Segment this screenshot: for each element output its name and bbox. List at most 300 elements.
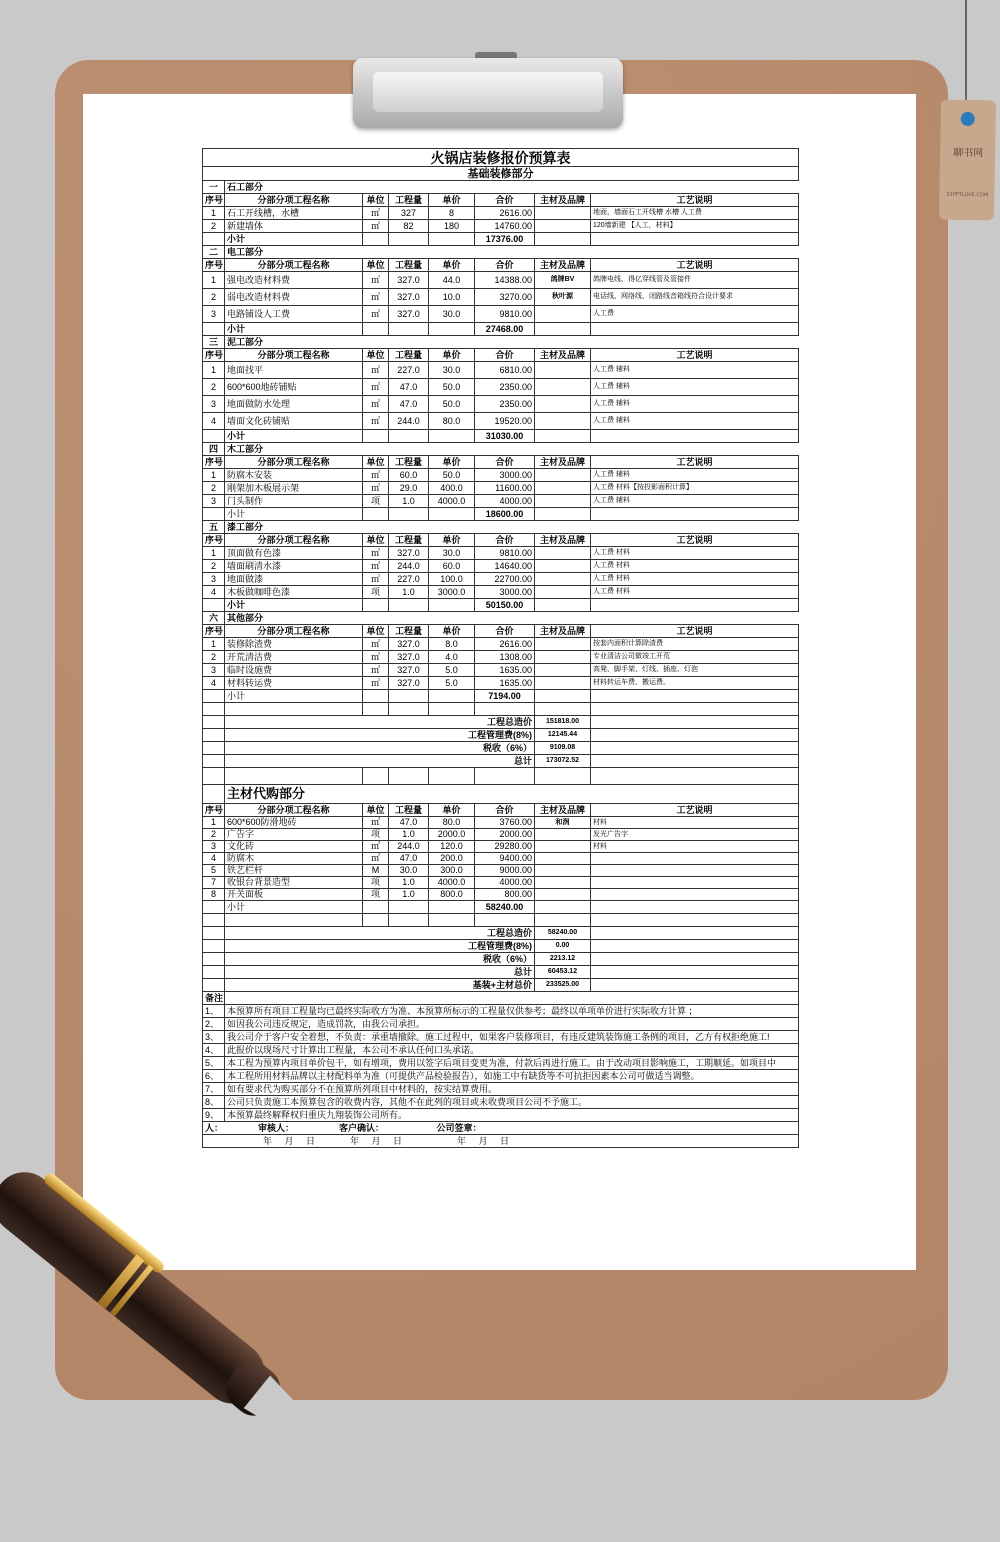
empty-cell bbox=[389, 901, 429, 914]
summary-row bbox=[203, 940, 799, 953]
header-brand: 主材及品牌 bbox=[535, 456, 591, 469]
section-header-row bbox=[203, 521, 799, 534]
header-total: 合价 bbox=[475, 259, 535, 272]
row-unit: 项 bbox=[363, 889, 389, 901]
empty-cell bbox=[203, 785, 225, 804]
row-desc: 按套内面积计算除渣费 bbox=[591, 638, 799, 651]
row-no: 3 bbox=[203, 573, 225, 586]
row-no: 3 bbox=[203, 664, 225, 677]
row-brand bbox=[535, 877, 591, 889]
table-row bbox=[203, 220, 799, 233]
subtotal-row bbox=[203, 508, 799, 521]
empty-cell bbox=[535, 233, 591, 246]
header-qty: 工程量 bbox=[389, 625, 429, 638]
empty-cell bbox=[363, 768, 389, 785]
column-header-row bbox=[203, 194, 799, 207]
row-qty: 327.0 bbox=[389, 547, 429, 560]
row-no: 4 bbox=[203, 677, 225, 690]
note-text: 此报价以现场尺寸计算出工程量，本公司不承认任何口头承诺。 bbox=[225, 1044, 799, 1057]
empty-cell bbox=[429, 430, 475, 443]
header-unit: 单位 bbox=[363, 534, 389, 547]
empty-cell bbox=[203, 901, 225, 914]
table-row bbox=[203, 547, 799, 560]
empty-cell bbox=[591, 430, 799, 443]
row-unit: ㎡ bbox=[363, 560, 389, 573]
row-price: 2000.0 bbox=[429, 829, 475, 841]
page-title: 火锅店装修报价预算表 bbox=[203, 149, 799, 167]
subtotal-value: 58240.00 bbox=[475, 901, 535, 914]
header-brand: 主材及品牌 bbox=[535, 625, 591, 638]
row-desc: 人工费 材料 bbox=[591, 547, 799, 560]
note-number: 9、 bbox=[203, 1109, 225, 1122]
section-index: 一 bbox=[203, 181, 225, 194]
row-price: 5.0 bbox=[429, 677, 475, 690]
note-row bbox=[203, 1070, 799, 1083]
empty-cell bbox=[363, 323, 389, 336]
note-number: 3、 bbox=[203, 1031, 225, 1044]
header-price: 单价 bbox=[429, 625, 475, 638]
row-name: 装修除渣费 bbox=[225, 638, 363, 651]
row-price: 80.0 bbox=[429, 413, 475, 430]
row-unit: ㎡ bbox=[363, 306, 389, 323]
row-unit: ㎡ bbox=[363, 841, 389, 853]
note-text: 公司只负责施工本预算包含的收费内容，其他不在此列的项目或未收费项目公司不予施工。 bbox=[225, 1096, 799, 1109]
empty-cell bbox=[535, 323, 591, 336]
table-row bbox=[203, 413, 799, 430]
summary-value: 151818.00 bbox=[535, 716, 591, 729]
section-name: 漆工部分 bbox=[225, 521, 799, 534]
summary-value: 60453.12 bbox=[535, 966, 591, 979]
row-qty: 47.0 bbox=[389, 396, 429, 413]
header-unit: 单位 bbox=[363, 804, 389, 817]
row-price: 30.0 bbox=[429, 306, 475, 323]
section-index: 四 bbox=[203, 443, 225, 456]
note-row bbox=[203, 1018, 799, 1031]
table-row bbox=[203, 482, 799, 495]
table-row bbox=[203, 272, 799, 289]
empty-cell bbox=[429, 233, 475, 246]
row-no: 1 bbox=[203, 547, 225, 560]
budget-table bbox=[202, 148, 799, 1148]
row-unit: ㎡ bbox=[363, 817, 389, 829]
header-qty: 工程量 bbox=[389, 456, 429, 469]
header-no: 序号 bbox=[203, 534, 225, 547]
empty-cell bbox=[591, 742, 799, 755]
row-total: 3000.00 bbox=[475, 586, 535, 599]
row-desc: 发光广告字 bbox=[591, 829, 799, 841]
header-total: 合价 bbox=[475, 804, 535, 817]
row-total: 3270.00 bbox=[475, 289, 535, 306]
empty-cell bbox=[363, 703, 389, 716]
row-name: 铁艺栏杆 bbox=[225, 865, 363, 877]
empty-cell bbox=[429, 508, 475, 521]
row-no: 2 bbox=[203, 482, 225, 495]
header-no: 序号 bbox=[203, 259, 225, 272]
section-header-row bbox=[203, 612, 799, 625]
subtotal-value: 31030.00 bbox=[475, 430, 535, 443]
row-no: 2 bbox=[203, 651, 225, 664]
empty-cell bbox=[591, 901, 799, 914]
table-row bbox=[203, 379, 799, 396]
empty-cell bbox=[203, 430, 225, 443]
row-no: 4 bbox=[203, 586, 225, 599]
row-total: 3000.00 bbox=[475, 469, 535, 482]
note-text: 本工程所用材料品牌以主材配料单为准（可提供产品检验报告），如施工中有缺货等不可抗拒因素本公司可做适当调整。 bbox=[225, 1070, 799, 1083]
empty-cell bbox=[389, 233, 429, 246]
header-name: 分部分项工程名称 bbox=[225, 194, 363, 207]
row-desc: 人工费 材料 bbox=[591, 573, 799, 586]
note-row bbox=[203, 1083, 799, 1096]
subtotal-value: 7194.00 bbox=[475, 690, 535, 703]
row-brand: 秋叶源 bbox=[535, 289, 591, 306]
empty-cell bbox=[203, 940, 225, 953]
note-number: 1、 bbox=[203, 1005, 225, 1018]
row-total: 19520.00 bbox=[475, 413, 535, 430]
header-price: 单价 bbox=[429, 804, 475, 817]
summary-label: 税收（6%） bbox=[225, 953, 535, 966]
summary-label: 税收（6%） bbox=[225, 742, 535, 755]
row-unit: ㎡ bbox=[363, 482, 389, 495]
budget-sheet bbox=[202, 148, 798, 1148]
row-brand bbox=[535, 413, 591, 430]
header-desc: 工艺说明 bbox=[591, 534, 799, 547]
row-qty: 47.0 bbox=[389, 379, 429, 396]
table-row bbox=[203, 853, 799, 865]
row-brand bbox=[535, 396, 591, 413]
empty-cell bbox=[429, 323, 475, 336]
summary-label: 工程管理费(8%) bbox=[225, 940, 535, 953]
row-unit: ㎡ bbox=[363, 469, 389, 482]
row-no: 1 bbox=[203, 469, 225, 482]
row-desc: 人工费 辅料 bbox=[591, 396, 799, 413]
table-row bbox=[203, 638, 799, 651]
column-header-row bbox=[203, 259, 799, 272]
row-unit: 项 bbox=[363, 829, 389, 841]
subtotal-label: 小计 bbox=[225, 508, 363, 521]
row-total: 29280.00 bbox=[475, 841, 535, 853]
row-qty: 244.0 bbox=[389, 413, 429, 430]
row-name: 收银台背景造型 bbox=[225, 877, 363, 889]
empty-cell bbox=[591, 323, 799, 336]
empty-cell bbox=[591, 233, 799, 246]
row-unit: 项 bbox=[363, 877, 389, 889]
empty-cell bbox=[203, 966, 225, 979]
row-total: 2350.00 bbox=[475, 396, 535, 413]
subtotal-value: 27468.00 bbox=[475, 323, 535, 336]
header-unit: 单位 bbox=[363, 259, 389, 272]
row-brand bbox=[535, 495, 591, 508]
tag-hole-icon bbox=[961, 112, 975, 126]
row-desc: 人工费 材料 bbox=[591, 560, 799, 573]
summary-row bbox=[203, 927, 799, 940]
header-price: 单价 bbox=[429, 194, 475, 207]
hang-tag bbox=[939, 100, 996, 221]
row-brand bbox=[535, 469, 591, 482]
row-brand bbox=[535, 482, 591, 495]
row-price: 120.0 bbox=[429, 841, 475, 853]
row-total: 800.00 bbox=[475, 889, 535, 901]
row-no: 1 bbox=[203, 272, 225, 289]
row-price: 400.0 bbox=[429, 482, 475, 495]
header-desc: 工艺说明 bbox=[591, 194, 799, 207]
row-name: 材料转运费 bbox=[225, 677, 363, 690]
header-total: 合价 bbox=[475, 534, 535, 547]
empty-cell bbox=[203, 953, 225, 966]
clipboard-clip bbox=[353, 58, 623, 128]
notes-header-row bbox=[203, 992, 799, 1005]
row-name: 刚架加木板展示架 bbox=[225, 482, 363, 495]
empty-cell bbox=[203, 768, 225, 785]
subtotal-row bbox=[203, 323, 799, 336]
subtotal-label: 小计 bbox=[225, 599, 363, 612]
row-no: 2 bbox=[203, 379, 225, 396]
summary-label: 工程总造价 bbox=[225, 927, 535, 940]
table-row bbox=[203, 889, 799, 901]
empty-cell bbox=[429, 690, 475, 703]
page-subtitle: 基础装修部分 bbox=[203, 167, 799, 181]
row-price: 60.0 bbox=[429, 560, 475, 573]
row-unit: ㎡ bbox=[363, 379, 389, 396]
row-name: 文化砖 bbox=[225, 841, 363, 853]
empty-cell bbox=[535, 690, 591, 703]
summary-row bbox=[203, 716, 799, 729]
note-number: 4、 bbox=[203, 1044, 225, 1057]
empty-cell bbox=[475, 768, 535, 785]
row-total: 4000.00 bbox=[475, 495, 535, 508]
empty-cell bbox=[389, 599, 429, 612]
row-total: 14388.00 bbox=[475, 272, 535, 289]
header-price: 单价 bbox=[429, 349, 475, 362]
empty-cell bbox=[591, 716, 799, 729]
note-number: 5、 bbox=[203, 1057, 225, 1070]
subtotal-row bbox=[203, 599, 799, 612]
row-no: 1 bbox=[203, 207, 225, 220]
row-desc: 人工费 辅料 bbox=[591, 469, 799, 482]
row-desc: 材料 bbox=[591, 841, 799, 853]
row-total: 14760.00 bbox=[475, 220, 535, 233]
signature-dates: 年 月 日 年 月 日 年 月 日 bbox=[203, 1135, 799, 1148]
row-name: 强电改造材料费 bbox=[225, 272, 363, 289]
row-name: 临时设施费 bbox=[225, 664, 363, 677]
row-desc: 鸽牌电线、得亿穿线管及管接件 bbox=[591, 272, 799, 289]
row-brand bbox=[535, 853, 591, 865]
empty-cell bbox=[363, 690, 389, 703]
row-price: 30.0 bbox=[429, 362, 475, 379]
row-qty: 327.0 bbox=[389, 651, 429, 664]
section-index: 二 bbox=[203, 246, 225, 259]
section-header-row bbox=[203, 336, 799, 349]
row-name: 木板做咖啡色漆 bbox=[225, 586, 363, 599]
row-desc: 地面，墙面石工开线槽 水槽 人工费 bbox=[591, 207, 799, 220]
row-total: 2616.00 bbox=[475, 207, 535, 220]
row-price: 180 bbox=[429, 220, 475, 233]
row-name: 开荒清洁费 bbox=[225, 651, 363, 664]
row-no: 1 bbox=[203, 638, 225, 651]
row-qty: 1.0 bbox=[389, 889, 429, 901]
table-row bbox=[203, 469, 799, 482]
note-text: 我公司介于客户安全着想，不负责：承重墙撤除。施工过程中，如果客户装修项目，有违反建筑装饰施工条例的项目，乙方有权拒绝施工! bbox=[225, 1031, 799, 1044]
table-row bbox=[203, 829, 799, 841]
empty-cell bbox=[429, 703, 475, 716]
header-name: 分部分项工程名称 bbox=[225, 534, 363, 547]
header-no: 序号 bbox=[203, 194, 225, 207]
row-price: 50.0 bbox=[429, 396, 475, 413]
header-desc: 工艺说明 bbox=[591, 804, 799, 817]
spacer-row bbox=[203, 914, 799, 927]
notes-label: 备注 bbox=[203, 992, 225, 1005]
column-header-row bbox=[203, 534, 799, 547]
empty-cell bbox=[203, 599, 225, 612]
row-no: 4 bbox=[203, 853, 225, 865]
row-price: 3000.0 bbox=[429, 586, 475, 599]
row-qty: 30.0 bbox=[389, 865, 429, 877]
empty-cell bbox=[389, 703, 429, 716]
summary-label: 工程总造价 bbox=[225, 716, 535, 729]
row-brand bbox=[535, 677, 591, 690]
summary-row bbox=[203, 966, 799, 979]
summary-row bbox=[203, 729, 799, 742]
row-brand bbox=[535, 865, 591, 877]
tag-brand: 聊书网 bbox=[953, 147, 984, 160]
section-name: 其他部分 bbox=[225, 612, 799, 625]
row-desc: 电话线、网络线、闭路线音箱线符合设计要求 bbox=[591, 289, 799, 306]
header-unit: 单位 bbox=[363, 625, 389, 638]
row-brand bbox=[535, 889, 591, 901]
row-unit: ㎡ bbox=[363, 396, 389, 413]
table-row bbox=[203, 560, 799, 573]
row-total: 1635.00 bbox=[475, 677, 535, 690]
row-price: 8.0 bbox=[429, 638, 475, 651]
table-row bbox=[203, 651, 799, 664]
row-unit: ㎡ bbox=[363, 362, 389, 379]
materials-title-row bbox=[203, 785, 799, 804]
section-index: 三 bbox=[203, 336, 225, 349]
summary-label: 总计 bbox=[225, 755, 535, 768]
row-name: 防腐木安装 bbox=[225, 469, 363, 482]
empty-cell bbox=[475, 914, 535, 927]
row-brand bbox=[535, 379, 591, 396]
row-desc: 材料转运车费、搬运费。 bbox=[591, 677, 799, 690]
empty-cell bbox=[535, 508, 591, 521]
note-number: 8、 bbox=[203, 1096, 225, 1109]
row-desc: 人工费 辅料 bbox=[591, 495, 799, 508]
empty-cell bbox=[475, 703, 535, 716]
row-qty: 327.0 bbox=[389, 664, 429, 677]
empty-cell bbox=[389, 430, 429, 443]
row-brand: 和润 bbox=[535, 817, 591, 829]
subtotal-value: 17376.00 bbox=[475, 233, 535, 246]
row-name: 新建墙体 bbox=[225, 220, 363, 233]
empty-cell bbox=[591, 599, 799, 612]
summary-value: 233525.00 bbox=[535, 979, 591, 992]
row-price: 300.0 bbox=[429, 865, 475, 877]
table-row bbox=[203, 396, 799, 413]
row-desc bbox=[591, 865, 799, 877]
signature-row bbox=[203, 1122, 799, 1135]
note-text: 如因我公司违反规定，造成罚款，由我公司承担。 bbox=[225, 1018, 799, 1031]
row-qty: 327.0 bbox=[389, 677, 429, 690]
empty-cell bbox=[203, 323, 225, 336]
empty-cell bbox=[591, 927, 799, 940]
header-name: 分部分项工程名称 bbox=[225, 259, 363, 272]
empty-cell bbox=[389, 508, 429, 521]
row-price: 30.0 bbox=[429, 547, 475, 560]
row-unit: ㎡ bbox=[363, 853, 389, 865]
row-qty: 244.0 bbox=[389, 560, 429, 573]
table-row bbox=[203, 362, 799, 379]
row-unit: M bbox=[363, 865, 389, 877]
row-name: 顶面做有色漆 bbox=[225, 547, 363, 560]
summary-row bbox=[203, 742, 799, 755]
table-row bbox=[203, 817, 799, 829]
row-no: 2 bbox=[203, 560, 225, 573]
row-total: 3760.00 bbox=[475, 817, 535, 829]
header-price: 单价 bbox=[429, 456, 475, 469]
row-qty: 327.0 bbox=[389, 272, 429, 289]
row-no: 1 bbox=[203, 817, 225, 829]
signature-date-row bbox=[203, 1135, 799, 1148]
row-unit: ㎡ bbox=[363, 677, 389, 690]
row-desc: 材料 bbox=[591, 817, 799, 829]
empty-cell bbox=[535, 914, 591, 927]
row-total: 11600.00 bbox=[475, 482, 535, 495]
row-desc bbox=[591, 889, 799, 901]
header-brand: 主材及品牌 bbox=[535, 534, 591, 547]
row-desc: 人工费 辅料 bbox=[591, 362, 799, 379]
row-no: 8 bbox=[203, 889, 225, 901]
row-total: 9810.00 bbox=[475, 547, 535, 560]
empty-cell bbox=[429, 599, 475, 612]
row-unit: 项 bbox=[363, 495, 389, 508]
row-brand bbox=[535, 207, 591, 220]
header-total: 合价 bbox=[475, 194, 535, 207]
note-row bbox=[203, 1109, 799, 1122]
note-number: 2、 bbox=[203, 1018, 225, 1031]
row-brand bbox=[535, 586, 591, 599]
empty-cell bbox=[591, 953, 799, 966]
row-brand bbox=[535, 573, 591, 586]
row-desc: 人工费 辅料 bbox=[591, 413, 799, 430]
header-qty: 工程量 bbox=[389, 194, 429, 207]
header-qty: 工程量 bbox=[389, 804, 429, 817]
empty-cell bbox=[363, 430, 389, 443]
empty-cell bbox=[363, 914, 389, 927]
header-price: 单价 bbox=[429, 534, 475, 547]
header-total: 合价 bbox=[475, 456, 535, 469]
empty-cell bbox=[591, 729, 799, 742]
empty-cell bbox=[225, 768, 363, 785]
summary-value: 2213.12 bbox=[535, 953, 591, 966]
section-index: 六 bbox=[203, 612, 225, 625]
row-no: 2 bbox=[203, 289, 225, 306]
table-row bbox=[203, 495, 799, 508]
row-no: 1 bbox=[203, 362, 225, 379]
summary-value: 173072.52 bbox=[535, 755, 591, 768]
empty-cell bbox=[429, 768, 475, 785]
header-desc: 工艺说明 bbox=[591, 259, 799, 272]
empty-cell bbox=[535, 599, 591, 612]
row-unit: ㎡ bbox=[363, 651, 389, 664]
row-unit: ㎡ bbox=[363, 207, 389, 220]
header-qty: 工程量 bbox=[389, 534, 429, 547]
subtotal-label: 小计 bbox=[225, 233, 363, 246]
summary-value: 12145.44 bbox=[535, 729, 591, 742]
row-name: 弱电改造材料费 bbox=[225, 289, 363, 306]
row-total: 1635.00 bbox=[475, 664, 535, 677]
column-header-row bbox=[203, 456, 799, 469]
row-qty: 1.0 bbox=[389, 586, 429, 599]
row-total: 2000.00 bbox=[475, 829, 535, 841]
